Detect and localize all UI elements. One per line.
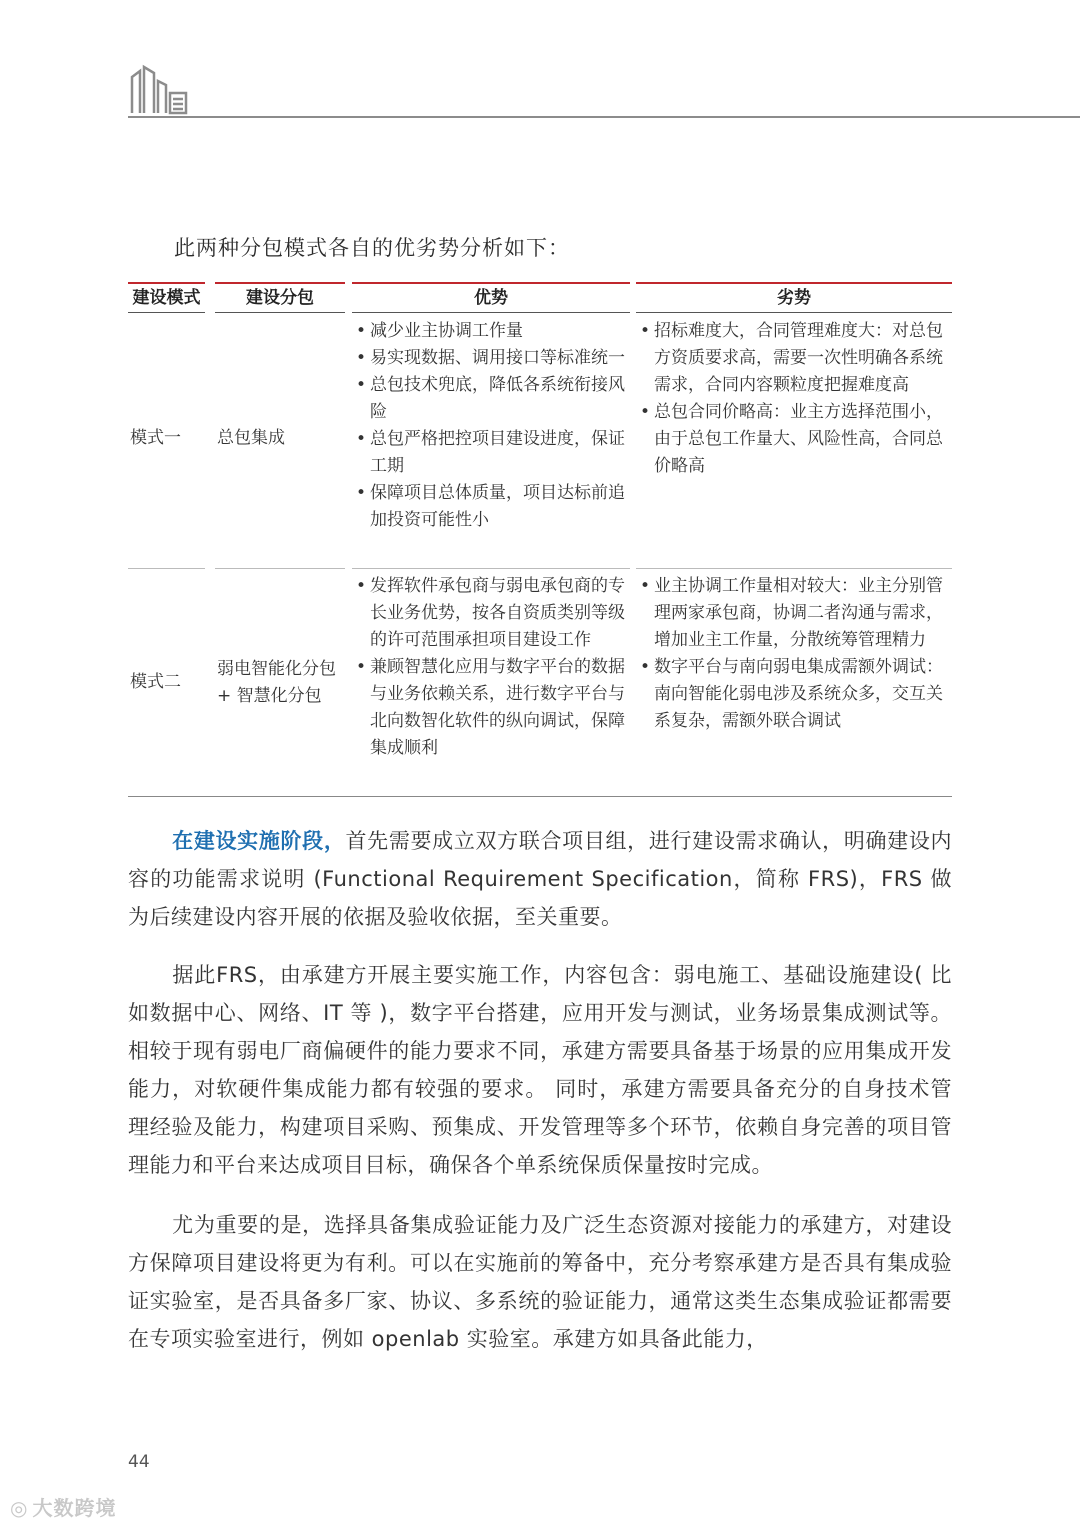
subcontract-cell: 弱电智能化分包+ 智慧化分包 <box>215 568 345 796</box>
paragraph-text: 首先需要成立双方联合项目组，进行建设需求确认，明确建设内容的功能需求说明 (Functional Requirement Specification，简称 FRS)，FRS 做为后续建设内容开展的依据及验收依据，至关重要。 <box>128 829 952 929</box>
comparison-table <box>128 282 952 758</box>
paragraph-text: 尤为重要的是，选择具备集成验证能力及广泛生态资源对接能力的承建方，对建设方保障项目建设将更为有利。可以在实施前的筹备中，充分考察承建方是否具有集成验证实验室，是否具备多厂家、协议、多系统的验证能力，通常这类生态集成验证都需要在专项实验室进行，例如 openlab 实验室。承建方如具备此能力， <box>128 1213 952 1351</box>
page-number: 44 <box>128 1452 150 1472</box>
list-item: • 减少业主协调工作量 <box>352 318 630 345</box>
list-item: • 兼顾智慧化应用与数字平台的数据与业务依赖关系，进行数字平台与北向数智化软件的纵向调试，保障集成顺利 <box>352 654 630 762</box>
list-item: • 易实现数据、调用接口等标准统一 <box>352 345 630 372</box>
header-mode: 建设模式 <box>128 282 205 313</box>
subcontract-cell: 总包集成 <box>217 427 285 448</box>
table-intro: 此两种分包模式各自的优劣势分析如下： <box>174 236 570 260</box>
paragraph-implementation <box>128 822 952 936</box>
header-subcontract: 建设分包 <box>215 282 345 313</box>
list-item: • 保障项目总体质量，项目达标前追加投资可能性小 <box>352 480 630 534</box>
table-row <box>128 314 952 562</box>
mode-cell: 模式二 <box>128 568 205 796</box>
advantages-cell <box>352 568 630 796</box>
advantages-cell <box>352 314 630 562</box>
paragraph-verification <box>128 1206 952 1358</box>
table-row <box>128 568 952 796</box>
list-item: • 总包合同价略高：业主方选择范围小，由于总包工作量大、风险性高，合同总价略高 <box>636 399 952 480</box>
building-icon <box>128 63 190 115</box>
list-item: • 总包严格把控项目建设进度，保证工期 <box>352 426 630 480</box>
weibo-icon: ◎ <box>10 1496 29 1520</box>
watermark <box>10 1492 116 1521</box>
watermark-text: 大数跨境 <box>32 1496 117 1520</box>
header-disadvantages: 劣势 <box>636 282 952 313</box>
mode-cell: 模式一 <box>130 427 181 448</box>
disadvantages-cell <box>636 314 952 562</box>
paragraph-text: 据此FRS，由承建方开展主要实施工作，内容包含：弱电施工、基础设施建设( 比如数据中心、网络、IT 等 )，数字平台搭建，应用开发与测试，业务场景集成测试等。相较于现有弱电厂商偏硬件的能力要求不同，承建方需要具备基于场景的应用集成开发能力，对软硬件集成能力都有较强的要求。 同时，承建方需要具备充分的自身技术管理经验及能力，构建项目采购、预集成、开发管理等多个环节，依赖自身完善的项目管理能力和平台来达成项目目标，确保各个单系统保质保量按时完成。 <box>128 963 952 1177</box>
table-header <box>128 282 952 312</box>
table-bottom-rule <box>128 796 952 797</box>
list-item: • 招标难度大，合同管理难度大：对总包方资质要求高，需要一次性明确各系统需求，合同内容颗粒度把握难度高 <box>636 318 952 399</box>
list-item: • 业主协调工作量相对较大：业主分别管理两家承包商，协调二者沟通与需求，增加业主工作量，分散统筹管理精力 <box>636 573 952 654</box>
header-rule <box>128 116 1080 118</box>
list-item: • 数字平台与南向弱电集成需额外调试：南向智能化弱电涉及系统众多，交互关系复杂，需额外联合调试 <box>636 654 952 735</box>
paragraph-frs <box>128 956 952 1184</box>
list-item: • 总包技术兜底，降低各系统衔接风险 <box>352 372 630 426</box>
paragraph-lead: 在建设实施阶段， <box>172 829 346 853</box>
list-item: • 发挥软件承包商与弱电承包商的专长业务优势，按各自资质类别等级的许可范围承担项目建设工作 <box>352 573 630 654</box>
disadvantages-cell <box>636 568 952 796</box>
header-advantages: 优势 <box>352 282 630 313</box>
